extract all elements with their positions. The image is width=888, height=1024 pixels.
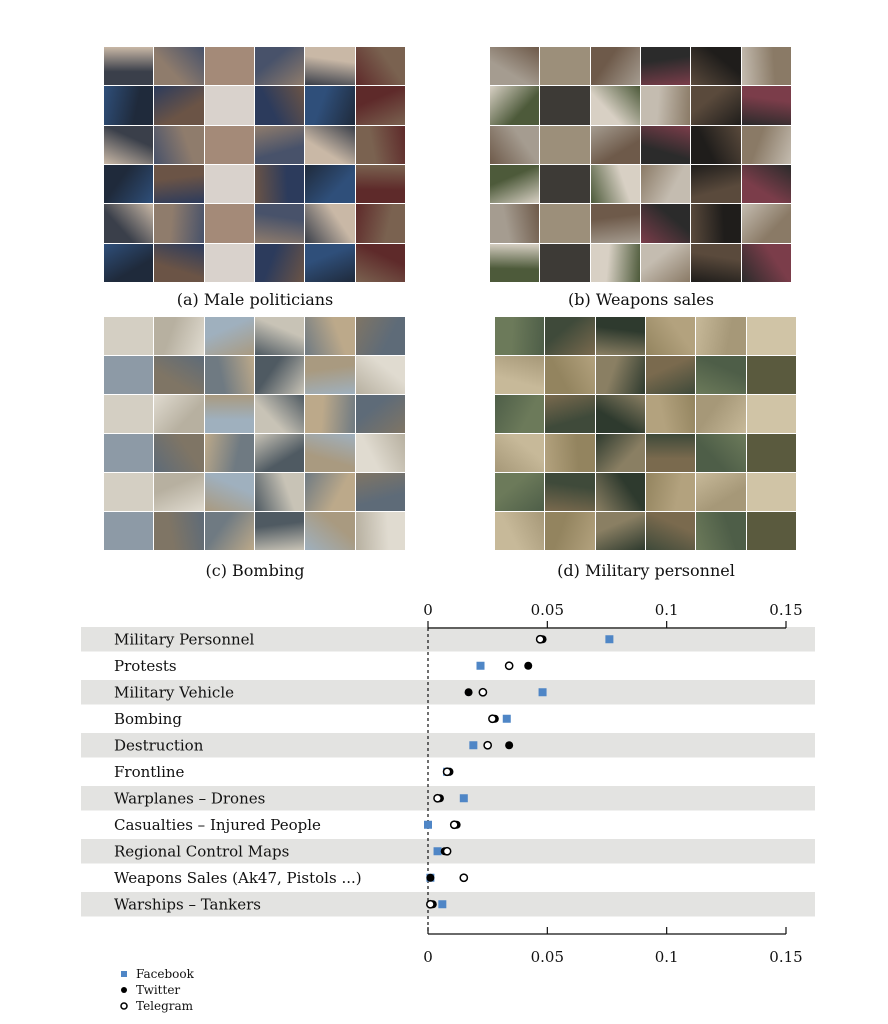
thumbnail xyxy=(495,473,544,511)
thumbnail xyxy=(356,395,405,433)
twitter-legend-marker xyxy=(121,987,127,993)
thumbnail xyxy=(646,473,695,511)
thumbnail xyxy=(545,317,594,355)
thumbnail xyxy=(205,86,254,124)
thumbnail xyxy=(305,204,354,242)
row-labels xyxy=(114,630,362,913)
thumbnail xyxy=(205,165,254,203)
thumbnail xyxy=(255,204,304,242)
thumbnail xyxy=(154,434,203,472)
thumbnail xyxy=(540,204,589,242)
thumbnail xyxy=(305,473,354,511)
panel-a-image-grid xyxy=(104,47,405,282)
thumbnail xyxy=(154,204,203,242)
thumbnail xyxy=(205,244,254,282)
thumbnail xyxy=(255,512,304,550)
thumbnail xyxy=(205,204,254,242)
thumbnail xyxy=(591,126,640,164)
telegram-legend-label: Telegram xyxy=(136,999,194,1013)
thumbnail xyxy=(205,434,254,472)
facebook-legend-label: Facebook xyxy=(136,967,194,981)
facebook-point xyxy=(539,688,547,696)
facebook-point xyxy=(469,741,477,749)
thumbnail xyxy=(691,244,740,282)
thumbnail xyxy=(104,473,153,511)
category-label: Bombing xyxy=(114,709,182,728)
thumbnail xyxy=(305,86,354,124)
panel-b-caption: (b) Weapons sales xyxy=(568,290,714,309)
thumbnail xyxy=(596,395,645,433)
legend xyxy=(121,967,195,1013)
facebook-point xyxy=(503,715,511,723)
thumbnail xyxy=(545,434,594,472)
thumbnail xyxy=(490,204,539,242)
thumbnail xyxy=(495,512,544,550)
thumbnail xyxy=(356,86,405,124)
thumbnail xyxy=(545,356,594,394)
telegram-point xyxy=(506,662,513,669)
twitter-point xyxy=(505,741,513,749)
thumbnail xyxy=(154,512,203,550)
thumbnail xyxy=(545,395,594,433)
thumbnail xyxy=(747,473,796,511)
thumbnail xyxy=(104,204,153,242)
top-tick-label: 0 xyxy=(423,601,433,619)
thumbnail xyxy=(154,165,203,203)
thumbnail xyxy=(490,47,539,85)
thumbnail xyxy=(691,47,740,85)
facebook-point xyxy=(438,900,446,908)
thumbnail xyxy=(540,86,589,124)
thumbnail xyxy=(154,317,203,355)
facebook-point xyxy=(424,821,432,829)
category-label: Frontline xyxy=(114,762,185,781)
telegram-point xyxy=(443,768,450,775)
category-label: Weapons Sales (Ak47, Pistols ...) xyxy=(114,868,362,887)
thumbnail xyxy=(305,395,354,433)
thumbnail xyxy=(646,317,695,355)
thumbnail xyxy=(641,47,690,85)
thumbnail xyxy=(495,356,544,394)
telegram-point xyxy=(434,795,441,802)
thumbnail xyxy=(305,512,354,550)
thumbnail xyxy=(356,317,405,355)
thumbnail xyxy=(154,86,203,124)
thumbnail xyxy=(356,434,405,472)
thumbnail xyxy=(596,512,645,550)
thumbnail xyxy=(154,356,203,394)
thumbnail xyxy=(154,473,203,511)
thumbnail xyxy=(305,356,354,394)
thumbnail xyxy=(255,126,304,164)
thumbnail xyxy=(646,434,695,472)
thumbnail xyxy=(205,512,254,550)
thumbnail xyxy=(540,47,589,85)
thumbnail xyxy=(255,473,304,511)
thumbnail xyxy=(104,356,153,394)
thumbnail xyxy=(696,473,745,511)
panel-c-caption: (c) Bombing xyxy=(205,561,305,580)
thumbnail xyxy=(104,317,153,355)
thumbnail xyxy=(591,165,640,203)
thumbnail xyxy=(490,244,539,282)
category-label: Warships – Tankers xyxy=(114,895,261,914)
thumbnail xyxy=(641,244,690,282)
thumbnail xyxy=(305,126,354,164)
thumbnail xyxy=(691,204,740,242)
category-label: Protests xyxy=(114,656,177,675)
thumbnail xyxy=(104,434,153,472)
bottom-tick-label: 0.15 xyxy=(769,948,803,966)
facebook-point xyxy=(460,794,468,802)
thumbnail xyxy=(596,356,645,394)
thumbnail xyxy=(305,317,354,355)
panel-d-image-grid xyxy=(495,317,796,550)
thumbnail xyxy=(641,86,690,124)
thumbnail xyxy=(646,395,695,433)
bottom-tick-label: 0.1 xyxy=(654,948,679,966)
thumbnail xyxy=(356,356,405,394)
thumbnail xyxy=(305,244,354,282)
telegram-point xyxy=(489,715,496,722)
thumbnail xyxy=(742,126,791,164)
thumbnail xyxy=(495,317,544,355)
thumbnail xyxy=(591,47,640,85)
thumbnail xyxy=(255,434,304,472)
thumbnail xyxy=(540,165,589,203)
thumbnail xyxy=(540,244,589,282)
thumbnail xyxy=(356,244,405,282)
thumbnail xyxy=(255,47,304,85)
thumbnail xyxy=(742,47,791,85)
twitter-legend-label: Twitter xyxy=(136,983,181,997)
thumbnail xyxy=(495,434,544,472)
thumbnail xyxy=(747,512,796,550)
thumbnail xyxy=(696,434,745,472)
thumbnail xyxy=(255,356,304,394)
thumbnail xyxy=(205,126,254,164)
thumbnail xyxy=(104,165,153,203)
thumbnail xyxy=(305,165,354,203)
thumbnail xyxy=(696,512,745,550)
top-tick-label: 0.15 xyxy=(769,601,803,619)
thumbnail xyxy=(104,86,153,124)
twitter-point xyxy=(524,662,532,670)
thumbnail xyxy=(696,317,745,355)
thumbnail xyxy=(742,204,791,242)
facebook-point xyxy=(477,662,485,670)
thumbnail xyxy=(255,165,304,203)
twitter-point xyxy=(465,688,473,696)
category-label: Military Vehicle xyxy=(114,683,234,702)
telegram-point xyxy=(537,636,544,643)
thumbnail xyxy=(104,244,153,282)
thumbnail xyxy=(596,473,645,511)
thumbnail xyxy=(641,165,690,203)
thumbnail xyxy=(696,395,745,433)
thumbnail xyxy=(305,47,354,85)
thumbnail xyxy=(696,356,745,394)
facebook-point xyxy=(434,847,442,855)
thumbnail xyxy=(591,244,640,282)
panel-d-caption: (d) Military personnel xyxy=(557,561,735,580)
thumbnail xyxy=(540,126,589,164)
thumbnail xyxy=(646,512,695,550)
thumbnail xyxy=(205,395,254,433)
thumbnail xyxy=(490,165,539,203)
thumbnail xyxy=(205,317,254,355)
thumbnail xyxy=(255,395,304,433)
thumbnail xyxy=(742,86,791,124)
thumbnail xyxy=(154,395,203,433)
panel-c-image-grid xyxy=(104,317,405,550)
category-label: Destruction xyxy=(114,736,204,755)
top-tick-label: 0.1 xyxy=(654,601,679,619)
thumbnail xyxy=(596,317,645,355)
telegram-point xyxy=(451,821,458,828)
thumbnail xyxy=(691,86,740,124)
thumbnail xyxy=(596,434,645,472)
thumbnail xyxy=(747,434,796,472)
thumbnail xyxy=(641,204,690,242)
thumbnail xyxy=(255,244,304,282)
marks xyxy=(424,635,613,908)
thumbnail xyxy=(104,126,153,164)
thumbnail xyxy=(154,47,203,85)
telegram-point xyxy=(460,874,467,881)
thumbnail xyxy=(205,356,254,394)
thumbnail xyxy=(356,47,405,85)
top-tick-label: 0.05 xyxy=(530,601,565,619)
category-label: Military Personnel xyxy=(114,630,255,649)
thumbnail xyxy=(490,86,539,124)
thumbnail xyxy=(104,512,153,550)
thumbnail xyxy=(747,395,796,433)
thumbnail xyxy=(545,473,594,511)
thumbnail xyxy=(591,86,640,124)
thumbnail xyxy=(205,473,254,511)
telegram-point xyxy=(427,901,434,908)
bottom-tick-label: 0.05 xyxy=(530,948,565,966)
thumbnail xyxy=(356,473,405,511)
panel-b-image-grid xyxy=(490,47,791,282)
thumbnail xyxy=(747,317,796,355)
telegram-point xyxy=(443,848,450,855)
facebook-legend-marker xyxy=(121,971,127,977)
thumbnail xyxy=(255,317,304,355)
facebook-point xyxy=(605,635,613,643)
thumbnail xyxy=(154,126,203,164)
thumbnail xyxy=(591,204,640,242)
thumbnail xyxy=(255,86,304,124)
category-label: Warplanes – Drones xyxy=(114,789,266,808)
telegram-legend-marker xyxy=(121,1003,127,1009)
bottom-tick-label: 0 xyxy=(423,948,433,966)
thumbnail xyxy=(495,395,544,433)
thumbnail xyxy=(691,126,740,164)
category-label: Regional Control Maps xyxy=(114,842,290,861)
telegram-point xyxy=(484,742,491,749)
thumbnail xyxy=(356,126,405,164)
thumbnail xyxy=(356,512,405,550)
thumbnail xyxy=(747,356,796,394)
thumbnail xyxy=(154,244,203,282)
thumbnail xyxy=(305,434,354,472)
thumbnail xyxy=(742,165,791,203)
thumbnail xyxy=(742,244,791,282)
category-label: Casualties – Injured People xyxy=(114,815,321,834)
twitter-point xyxy=(426,874,434,882)
thumbnail xyxy=(104,395,153,433)
thumbnail xyxy=(545,512,594,550)
telegram-point xyxy=(479,689,486,696)
dot-plot-chart xyxy=(0,584,888,1024)
thumbnail xyxy=(691,165,740,203)
thumbnail xyxy=(356,204,405,242)
panel-a-caption: (a) Male politicians xyxy=(176,290,334,309)
thumbnail xyxy=(490,126,539,164)
thumbnail xyxy=(646,356,695,394)
thumbnail xyxy=(356,165,405,203)
thumbnail xyxy=(205,47,254,85)
thumbnail xyxy=(641,126,690,164)
thumbnail xyxy=(104,47,153,85)
